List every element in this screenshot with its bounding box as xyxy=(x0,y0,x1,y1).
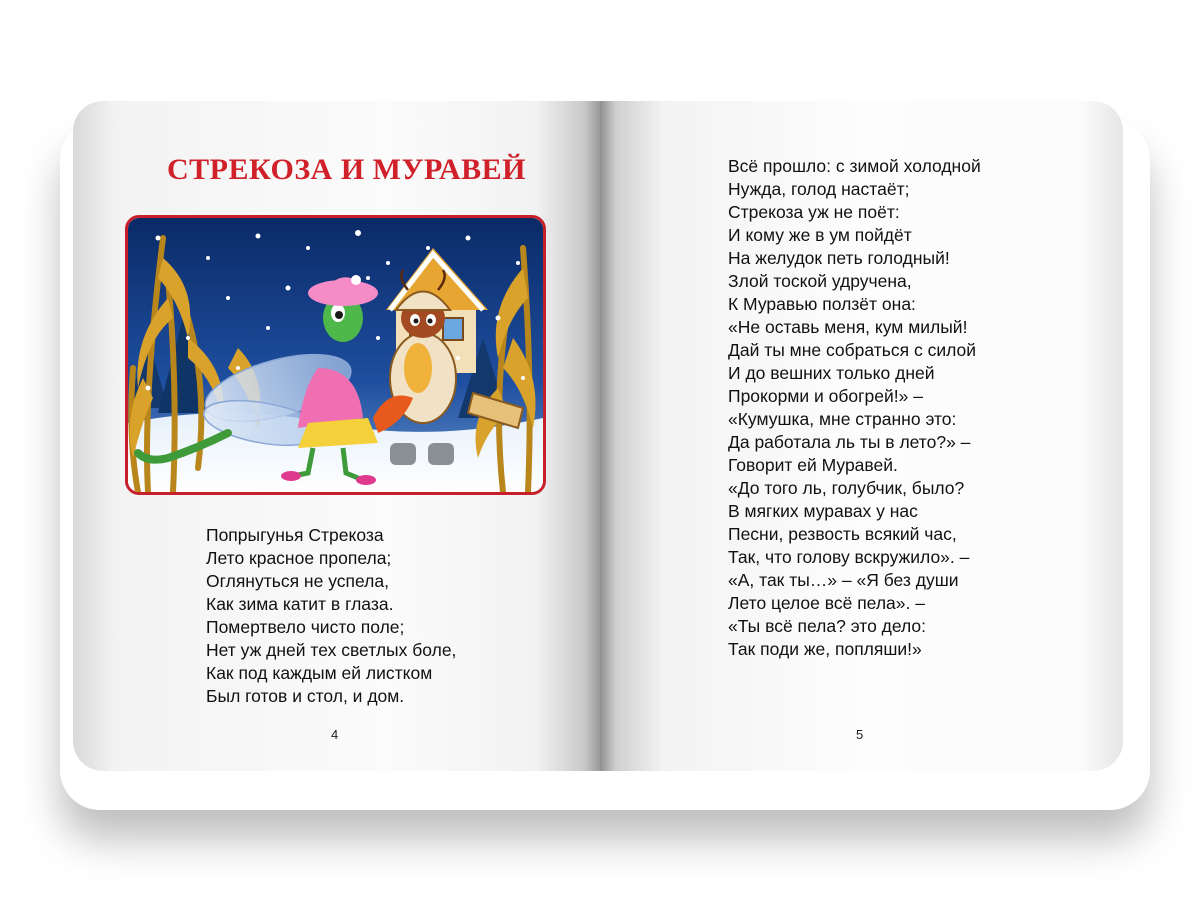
poem-line: В мягких муравах у нас xyxy=(728,501,918,521)
illustration-frame xyxy=(125,215,546,495)
poem-line: И кому же в ум пойдёт xyxy=(728,225,912,245)
poem-line: Говорит ей Муравей. xyxy=(728,455,898,475)
poem-line: Как под каждым ей листком xyxy=(206,663,433,683)
poem-line: «А, так ты…» – «Я без души xyxy=(728,570,959,590)
poem-left-stanza xyxy=(206,524,456,708)
poem-line: Нет уж дней тех светлых боле, xyxy=(206,640,457,660)
poem-line: Помертвело чисто поле; xyxy=(206,617,405,637)
right-page xyxy=(600,101,1123,771)
poem-line: «Кумушка, мне странно это: xyxy=(728,409,957,429)
poem-line: Лето красное пропела; xyxy=(206,548,392,568)
poem-line: Попрыгунья Стрекоза xyxy=(206,525,384,545)
poem-line: Как зима катит в глаза. xyxy=(206,594,394,614)
poem-line: Да работала ль ты в лето?» – xyxy=(728,432,971,452)
poem-line: Так поди же, попляши!» xyxy=(728,639,922,659)
poem-line: Оглянуться не успела, xyxy=(206,571,389,591)
poem-line: Дай ты мне собраться с силой xyxy=(728,340,977,360)
poem-line: Песни, резвость всякий час, xyxy=(728,524,957,544)
poem-line: Всё прошло: с зимой холодной xyxy=(728,156,981,176)
poem-line: Нужда, голод настаёт; xyxy=(728,179,910,199)
poem-line: К Муравью ползёт она: xyxy=(728,294,916,314)
dragonfly-and-ant-winter-illustration-icon xyxy=(128,218,543,492)
poem-line: Лето целое всё пела». – xyxy=(728,593,925,613)
poem-line: Стрекоза уж не поёт: xyxy=(728,202,900,222)
poem-line: На желудок петь голодный! xyxy=(728,248,950,268)
poem-line: «Не оставь меня, кум милый! xyxy=(728,317,968,337)
poem-line: «Ты всё пела? это дело: xyxy=(728,616,927,636)
poem-line: Так, что голову вскружило». – xyxy=(728,547,970,567)
poem-line: Прокорми и обогрей!» – xyxy=(728,386,923,406)
poem-line: Злой тоской удручена, xyxy=(728,271,912,291)
poem-line: Был готов и стол, и дом. xyxy=(206,686,405,706)
page-number-left: 4 xyxy=(331,727,339,742)
poem-title: СТРЕКОЗА И МУРАВЕЙ xyxy=(166,153,527,186)
page-number-right: 5 xyxy=(856,727,864,742)
poem-right-stanza xyxy=(728,155,981,661)
poem-line: «До того ль, голубчик, было? xyxy=(728,478,965,498)
left-page xyxy=(73,101,600,771)
poem-line: И до вешних только дней xyxy=(728,363,935,383)
